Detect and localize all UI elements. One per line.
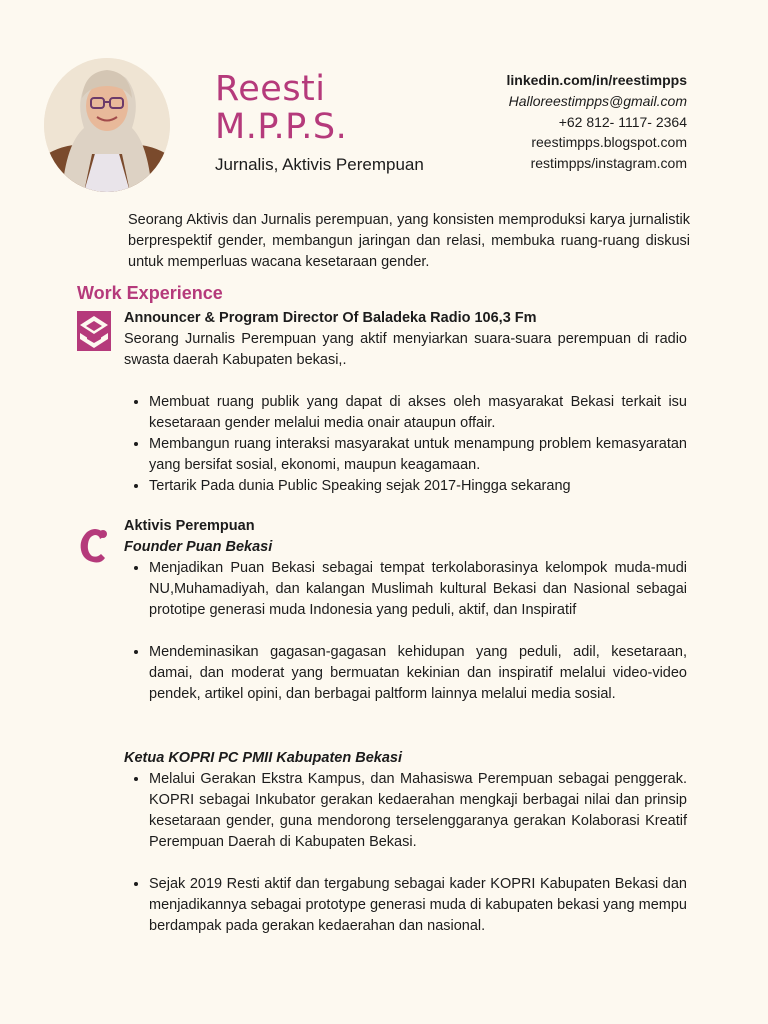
list-item: • Tertarik Pada dunia Public Speaking sejak 2017-Hingga sekarang	[149, 476, 687, 497]
job-bullets-kopri	[124, 769, 687, 937]
phone-number: +62 812- 1117- 2364	[558, 113, 687, 130]
blog-link[interactable]: reestimpps.blogspot.com	[531, 134, 687, 151]
name-title: M.P.P.S.	[215, 107, 348, 147]
list-item: • Sejak 2019 Resti aktif dan tergabung sebagai kader KOPRI Kabupaten Bekasi dan menjadikannya sebagai prototype generasi muda di kabupaten bekasi yang mempu berdampak pada gerakan kedaerahan dan nasional.	[149, 874, 687, 937]
contact-block	[507, 70, 688, 174]
person-role: Jurnalis, Aktivis Perempuan	[215, 155, 424, 174]
job-title-announcer: Announcer & Program Director Of Baladeka Radio 106,3 Fm	[124, 310, 537, 326]
profile-photo	[44, 58, 170, 192]
job-kopri	[124, 748, 687, 937]
job-announcer	[124, 308, 687, 497]
radio-logo-icon	[77, 311, 111, 351]
person-name	[215, 70, 347, 146]
summary-paragraph: Seorang Aktivis dan Jurnalis perempuan, yang konsisten memproduksi karya jurnalistik berprespektif gender, membangun jaringan dan relasi, membuka ruang-ruang diskusi untuk memperluas wacana kesetaraan gender.	[128, 212, 690, 270]
job-bullets-founder	[124, 558, 687, 705]
list-item: • Membangun ruang interaksi masyarakat untuk menampung problem kemasyaratan yang bersifat sosial, ekonomi, maupun keagamaan.	[149, 434, 687, 476]
email-link[interactable]: Halloreestimpps@gmail.com	[508, 92, 687, 109]
list-item: • Melalui Gerakan Ekstra Kampus, dan Mahasiswa Perempuan sebagai penggerak. KOPRI sebagai Inkubator gerakan kedaerahan mengkaji berbagai nilai dan prinsip kesetaraan gender, guna mendorong terselenggaranya gerakan Kolaborasi Kreatif Perempuan Daerah di Kabupaten Bekasi.	[149, 769, 687, 853]
linkedin-link[interactable]: linkedin.com/in/reestimpps	[506, 72, 687, 88]
list-item: • Mendeminasikan gagasan-gagasan kehidupan yang peduli, adil, kesetaraan, damai, dan moderat yang bermuatan kekinian dan inspiratif melalui video-video pendek, artikel opini, dan berbagai paltform lainnya melalui media sosial.	[149, 642, 687, 705]
job-title-aktivis: Aktivis Perempuan	[124, 518, 255, 534]
puan-logo-icon	[77, 524, 111, 566]
job-bullets-announcer	[124, 392, 687, 497]
list-item: • Membuat ruang publik yang dapat di akses oleh masyarakat Bekasi terkait isu kesetaraan gender melalui media onair ataupun offair.	[149, 392, 687, 434]
job-subtitle-kopri: Ketua KOPRI PC PMII Kabupaten Bekasi	[124, 750, 402, 766]
name-first: Reesti	[215, 69, 326, 109]
instagram-link[interactable]: restimpps/instagram.com	[530, 155, 687, 172]
job-aktivis	[124, 516, 687, 705]
section-title-work-experience: Work Experience	[77, 283, 223, 303]
list-item: • Menjadikan Puan Bekasi sebagai tempat terkolaborasinya kelompok muda-mudi NU,Muhamadiyah, dan kalangan Muslimah kultural Bekasi dan Nasional sebagai prototipe generasi muda Indonesia yang peduli, aktif, dan Inspiratif	[149, 558, 687, 621]
job-description-announcer: Seorang Jurnalis Perempuan yang aktif menyiarkan suara-suara perempuan di radio swasta daerah Kabupaten bekasi,.	[124, 331, 687, 368]
job-subtitle-founder: Founder Puan Bekasi	[124, 539, 273, 555]
